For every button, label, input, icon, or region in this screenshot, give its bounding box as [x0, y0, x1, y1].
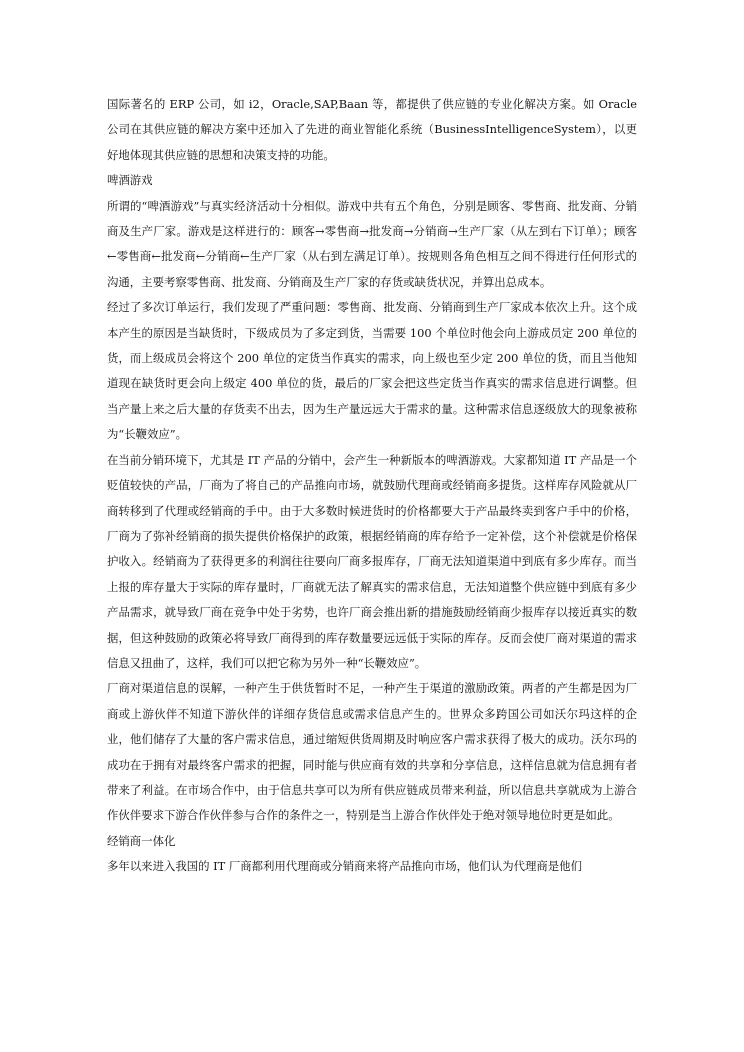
- paragraph-it-distribution: 在当前分销环境下，尤其是 IT 产品的分销中，会产生一种新版本的啤酒游戏。大家都知道 IT 产品是一个贬值较快的产品，厂商为了将自己的产品推向市场，就鼓励代理商或经销商多提货。这样库存风险就从厂商转移到了代理或经销商的手中。由于大多数时候进货时的价格都要大于产品最终卖到客户手中的价格，厂商为了弥补经销商的损失提供价格保护的政策，根据经销商的库存给予一定补偿，这个补偿就是价格保护收入。经销商为了获得更多的利润往往要向厂商多报库存，厂商无法知道渠道中到底有多少库存。而当上报的库存量大于实际的库存量时，厂商就无法了解真实的需求信息，无法知道整个供应链中到底有多少产品需求，就导致厂商在竞争中处于劣势，也许厂商会推出新的措施鼓励经销商少报库存以接近真实的数据，但这种鼓励的政策必将导致厂商得到的库存数量要远远低于实际的库存。反而会使厂商对渠道的需求信息又扭曲了，这样，我们可以把它称为另外一种“长鞭效应”。: [107, 452, 637, 670]
- paragraph-erp-vendors: 国际著名的 ERP 公司，如 i2，Oracle,SAP,Baan 等，都提供了供应链的专业化解决方案。如 Oracle 公司在其供应链的解决方案中还加入了先进的商业智能化系统（BusinessIntelligenceSystem），以更好地体现其供应链的思想和决策支持的功能。: [107, 97, 637, 162]
- section-heading-beer-game: 啤酒游戏: [107, 173, 153, 188]
- paragraph-bullwhip-effect: 经过了多次订单运行，我们发现了严重问题：零售商、批发商、分销商到生产厂家成本依次上升。这个成本产生的原因是当缺货时，下级成员为了多定到货，当需要 100 个单位时他会向上游成员定 200 单位的货，而上级成员会将这个 200 单位的定货当作真实的需求，向上级也至少定 200 单位的货，而且当他知道现在缺货时更会向上级定 400 单位的货，最后的厂家会把这些定货当作真实的需求信息进行调整。但当产量上来之后大量的存货卖不出去，因为生产量远远大于需求的量。这种需求信息逐级放大的现象被称为“长鞭效应”。: [107, 300, 637, 442]
- section-heading-distributor-integration: 经销商一体化: [107, 833, 176, 848]
- document-page: [107, 92, 637, 880]
- paragraph-it-vendors: 多年以来进入我国的 IT 厂商都利用代理商或分销商来将产品推向市场，他们认为代理商是他们: [107, 859, 582, 874]
- paragraph-beer-game-rules: 所谓的“啤酒游戏”与真实经济活动十分相似。游戏中共有五个角色，分别是顾客、零售商、批发商、分销商及生产厂家。游戏是这样进行的：顾客→零售商→批发商→分销商→生产厂家（从左到右下订单）；顾客←零售商←批发商←分销商←生产厂家（从右到左满足订单）。按规则各角色相互之间不得进行任何形式的沟通，主要考察零售商、批发商、分销商及生产厂家的存货或缺货状况，并算出总成本。: [107, 198, 637, 289]
- paragraph-information-sharing: 厂商对渠道信息的误解，一种产生于供货暂时不足，一种产生于渠道的激励政策。两者的产生都是因为厂商或上游伙伴不知道下游伙伴的详细存货信息或需求信息产生的。世界众多跨国公司如沃尔玛这样的企业，他们储存了大量的客户需求信息，通过缩短供货周期及时响应客户需求获得了极大的成功。沃尔玛的成功在于拥有对最终客户需求的把握，同时能与供应商有效的共享和分享信息，这样信息就为信息拥有者带来了利益。在市场合作中，由于信息共享可以为所有供应链成员带来利益，所以信息共享就成为上游合作伙伴要求下游合作伙伴参与合作的条件之一，特别是当上游合作伙伴处于绝对领导地位时更是如此。: [107, 681, 637, 823]
